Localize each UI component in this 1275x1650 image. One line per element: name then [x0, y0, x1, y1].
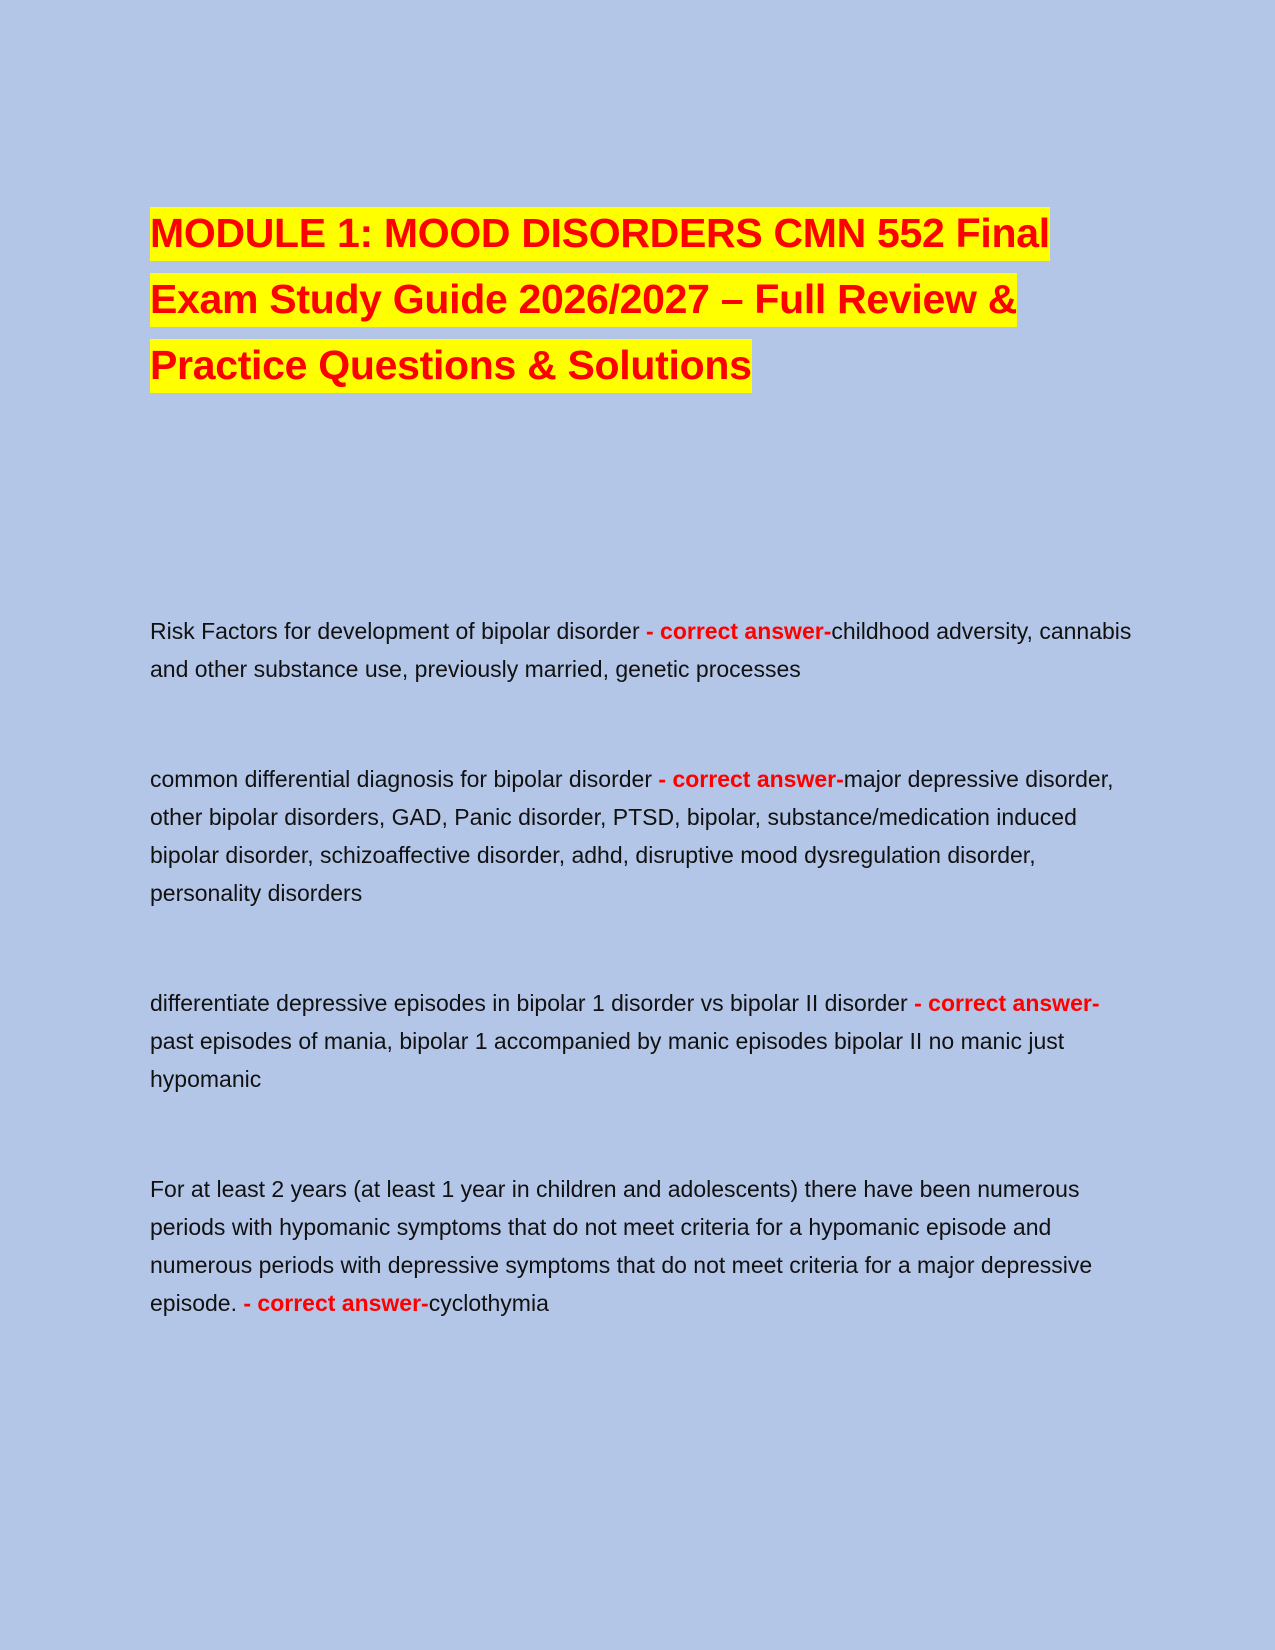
- question-text: common differential diagnosis for bipolar disorder: [150, 766, 659, 792]
- question-text: Risk Factors for development of bipolar disorder: [150, 618, 646, 644]
- qa-item-depressive-episodes: [150, 984, 1135, 1098]
- answer-separator: - correct answer-: [914, 990, 1100, 1016]
- qa-item-cyclothymia: [150, 1170, 1135, 1322]
- question-text: For at least 2 years (at least 1 year in children and adolescents) there have been numerous periods with hypomanic symptoms that do not meet criteria for a hypomanic episode and numerous periods with depressive symptoms that do not meet criteria for a major depressive episode.: [150, 1176, 1093, 1316]
- qa-list: [150, 612, 1135, 1394]
- answer-text: cyclothymia: [428, 1290, 549, 1316]
- answer-separator: - correct answer-: [658, 766, 844, 792]
- answer-separator: - correct answer-: [243, 1290, 429, 1316]
- answer-separator: - correct answer-: [646, 618, 832, 644]
- answer-text: past episodes of mania, bipolar 1 accompanied by manic episodes bipolar II no manic just hypomanic: [150, 1028, 1065, 1092]
- qa-item-differential-diagnosis: [150, 760, 1135, 912]
- question-text: differentiate depressive episodes in bipolar 1 disorder vs bipolar II disorder: [150, 990, 915, 1016]
- title-line-1: MODULE 1: MOOD DISORDERS CMN 552 Final: [150, 207, 1050, 261]
- document-body: [150, 200, 1132, 1316]
- answer-text: major depressive disorder, other bipolar disorders, GAD, Panic disorder, PTSD, bipolar, substance/medication induced bipolar disorder, schizoaffective disorder, adhd, disruptive mood dysregulation disorder, personality disorders: [150, 766, 1114, 906]
- title-line-3: Practice Questions & Solutions: [150, 339, 752, 393]
- qa-item-risk-factors: [150, 612, 1135, 688]
- answer-text: childhood adversity, cannabis and other substance use, previously married, genetic processes: [150, 618, 1132, 682]
- document-title: [150, 200, 1130, 398]
- title-line-2: Exam Study Guide 2026/2027 – Full Review &: [150, 273, 1017, 327]
